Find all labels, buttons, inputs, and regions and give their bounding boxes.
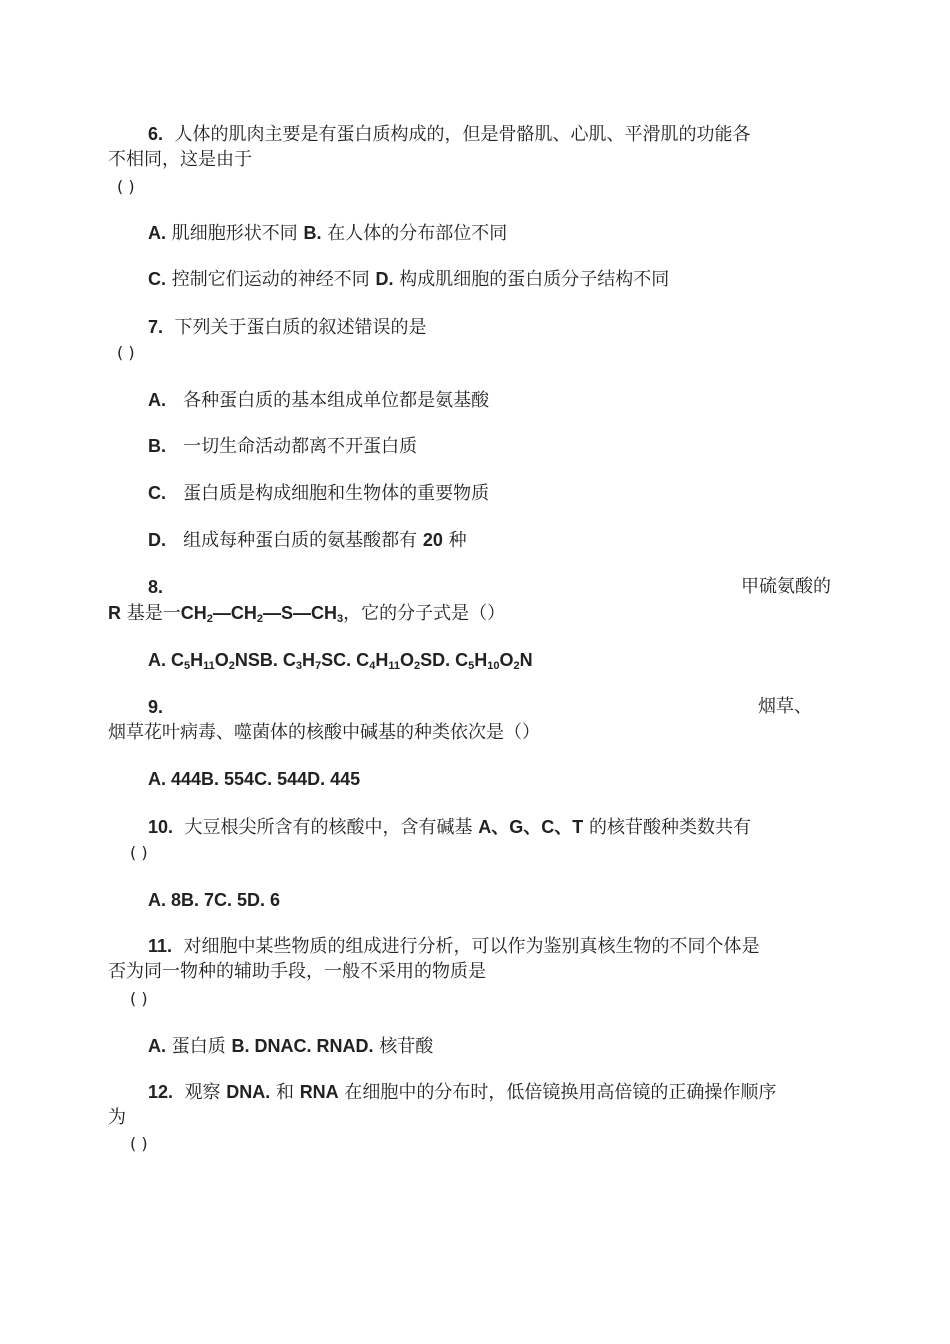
question-6-options-ab (148, 222, 507, 245)
options-bcd: B. DNAC. RNAD. (231, 1036, 374, 1056)
question-6-options-cd (148, 268, 669, 291)
option-d-key: D. (148, 530, 166, 550)
question-6-answer-paren: ( ) (117, 177, 135, 196)
question-10-answer-paren: ( ) (130, 843, 148, 862)
question-12-line-1 (148, 1081, 776, 1104)
question-9-number: 9. (148, 697, 164, 717)
option-c-key: C. (148, 483, 166, 503)
question-11-line-2: 否为同一物种的辅助手段，一般不采用的物质是 (108, 961, 486, 982)
question-7-option-b (148, 435, 417, 458)
question-8-number: 8. (148, 577, 164, 597)
question-10-text-b: 的核苷酸种类数共有 (588, 817, 751, 838)
question-12-number: 12. (148, 1082, 174, 1102)
question-8-line-2 (108, 602, 505, 625)
question-12-text-b: 和 (275, 1082, 294, 1103)
question-10-options: A. 8B. 7C. 5D. 6 (148, 890, 281, 910)
question-10-number: 10. (148, 817, 174, 837)
option-d-number: 20 (422, 530, 443, 550)
option-a-key: A. (148, 223, 166, 243)
option-a-text: 各种蛋白质的基本组成单位都是氨基酸 (183, 390, 490, 411)
question-6-line-2: 不相同，这是由于 (108, 149, 252, 170)
option-b-text: 在人体的分布部位不同 (327, 223, 508, 244)
question-7-number: 7 (148, 317, 159, 337)
question-9-right-text: 烟草、 (758, 696, 812, 717)
option-c-key: C. (148, 269, 166, 289)
option-c-text: 控制它们运动的神经不同 (171, 269, 370, 290)
option-a-key: A. (148, 390, 166, 410)
question-8-text-b: ，它的分子式是（） (343, 603, 506, 624)
question-12-text-a: 观察 (184, 1082, 221, 1103)
question-12-rna: RNA (299, 1082, 339, 1102)
question-12-dna: DNA. (226, 1082, 271, 1102)
option-a-text: 肌细胞形状不同 (171, 223, 298, 244)
question-7-text: 下列关于蛋白质的叙述错误的是 (174, 317, 427, 338)
question-8-right-text: 甲硫氨酸的 (741, 576, 831, 597)
question-11-number: 11. (148, 936, 173, 956)
question-10-bases: A、G、C、T (478, 817, 584, 837)
question-10-line-1 (148, 816, 751, 839)
option-d-key: D. (375, 269, 394, 289)
question-12-answer-paren: ( ) (130, 1134, 148, 1153)
question-7-option-d (148, 529, 467, 552)
question-6-text: 人体的肌肉主要是有蛋白质构成的，但是骨骼肌、心肌、平滑肌的功能各 (174, 124, 751, 145)
option-d-tail: 种 (448, 530, 467, 551)
question-11-line-1 (148, 935, 759, 958)
question-11-text: 对细胞中某些物质的组成进行分析，可以作为鉴别真核生物的不同个体是 (183, 936, 760, 957)
question-9-line-2: 烟草花叶病毒、噬菌体的核酸中碱基的种类依次是（） (108, 722, 540, 743)
question-8-options: A. $C_5H_{11}O_2NSB$. $C_3H_7SC$. $C_4H_{11}O_2SD$. $C_5H_{10}O_2N$ (148, 650, 533, 672)
option-d-text: 核苷酸 (379, 1036, 434, 1057)
option-a-text: 蛋白质 (171, 1036, 226, 1057)
question-10-text-a: 大豆根尖所含有的核酸中，含有碱基 (184, 817, 473, 838)
question-11-answer-paren: ( ) (130, 989, 148, 1008)
question-12-line-2: 为 (108, 1107, 126, 1128)
question-6-line-1: 6. 人体的肌肉主要是有蛋白质构成的，但是骨骼肌、心肌、平滑肌的功能各 (148, 124, 751, 145)
option-d-text: 组成每种蛋白质的氨基酸都有 (183, 530, 418, 551)
question-9-options: A. 444B. 554C. 544D. 445 (148, 769, 361, 789)
question-12-text-c: 在细胞中的分布时，低倍镜换用高倍镜的正确操作顺序 (344, 1082, 777, 1103)
question-11-options (148, 1035, 433, 1058)
question-6-number: 6 (148, 124, 159, 144)
option-a-key: A. (148, 1036, 166, 1056)
question-7-option-a (148, 389, 489, 412)
question-7-option-c (148, 482, 489, 505)
option-c-text: 蛋白质是构成细胞和生物体的重要物质 (183, 483, 490, 504)
question-8-text-a: 基是一 (126, 603, 181, 624)
question-7-answer-paren: ( ) (117, 343, 135, 362)
option-b-key: B. (148, 436, 166, 456)
option-b-key: B. (303, 223, 322, 243)
question-7-line-1: 7. 下列关于蛋白质的叙述错误的是 (148, 317, 427, 338)
option-d-text: 构成肌细胞的蛋白质分子结构不同 (399, 269, 670, 290)
r-group-formula: $CH_2—CH_2—S—CH_3$ (180, 603, 344, 625)
option-b-text: 一切生命活动都离不开蛋白质 (183, 436, 418, 457)
r-group-label: R (108, 603, 121, 623)
